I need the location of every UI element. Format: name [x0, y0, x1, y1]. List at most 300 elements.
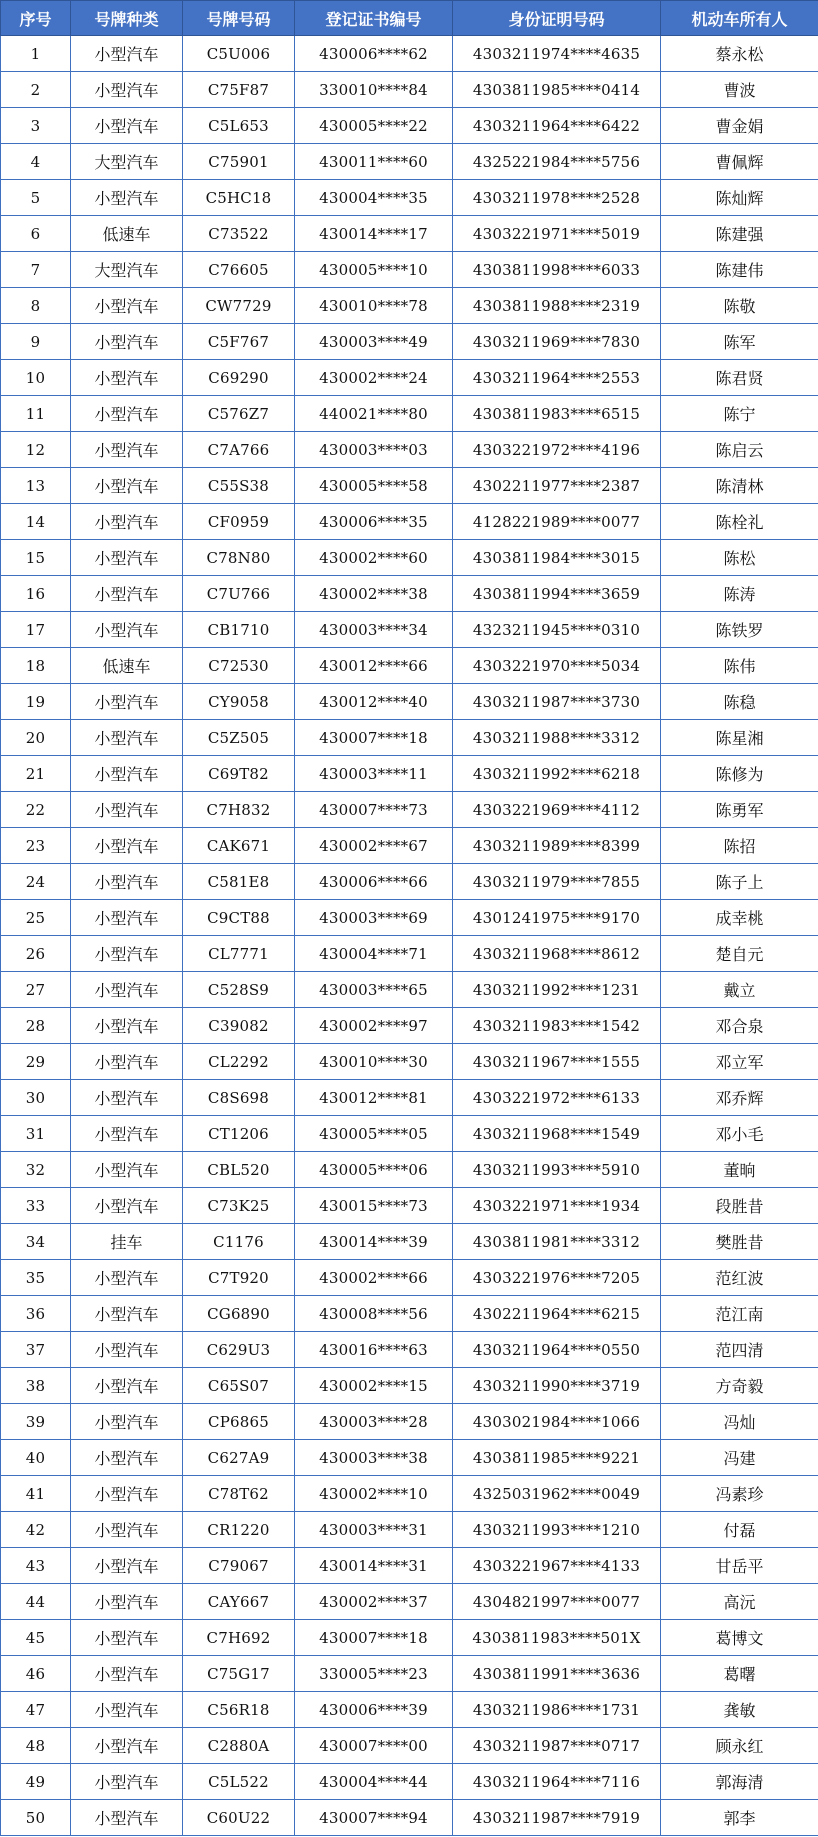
plate-type-cell: 小型汽车 [71, 1476, 183, 1512]
table-row [1, 216, 818, 252]
plate-type-cell: 小型汽车 [71, 1800, 183, 1836]
table-row [1, 504, 818, 540]
table-row [1, 684, 818, 720]
serial-number-cell: 2 [1, 72, 71, 108]
registration-certificate-cell: 430007****00 [295, 1728, 453, 1764]
serial-number-cell: 15 [1, 540, 71, 576]
serial-number-cell: 38 [1, 1368, 71, 1404]
table-row [1, 1080, 818, 1116]
serial-number-cell: 39 [1, 1404, 71, 1440]
id-number-cell: 4303811985****9221 [453, 1440, 661, 1476]
registration-certificate-cell: 430015****73 [295, 1188, 453, 1224]
plate-type-cell: 小型汽车 [71, 1584, 183, 1620]
id-number-cell: 4303211979****7855 [453, 864, 661, 900]
plate-number-cell: C76605 [183, 252, 295, 288]
id-number-cell: 4303221971****5019 [453, 216, 661, 252]
table-row [1, 756, 818, 792]
owner-name-cell: 葛曙 [661, 1656, 818, 1692]
serial-number-cell: 17 [1, 612, 71, 648]
registration-certificate-cell: 430002****15 [295, 1368, 453, 1404]
plate-type-cell: 小型汽车 [71, 108, 183, 144]
owner-name-cell: 陈清林 [661, 468, 818, 504]
plate-number-cell: CL7771 [183, 936, 295, 972]
owner-name-cell: 范红波 [661, 1260, 818, 1296]
owner-name-cell: 陈伟 [661, 648, 818, 684]
table-row [1, 1620, 818, 1656]
table-row [1, 1260, 818, 1296]
owner-name-cell: 陈君贤 [661, 360, 818, 396]
id-number-cell: 4303811981****3312 [453, 1224, 661, 1260]
serial-number-cell: 31 [1, 1116, 71, 1152]
plate-type-cell: 小型汽车 [71, 180, 183, 216]
plate-number-cell: C528S9 [183, 972, 295, 1008]
registration-certificate-cell: 430007****18 [295, 1620, 453, 1656]
table-row [1, 612, 818, 648]
plate-number-cell: CF0959 [183, 504, 295, 540]
serial-number-cell: 21 [1, 756, 71, 792]
registration-certificate-cell: 430006****66 [295, 864, 453, 900]
plate-number-cell: C9CT88 [183, 900, 295, 936]
serial-number-cell: 33 [1, 1188, 71, 1224]
serial-number-cell: 49 [1, 1764, 71, 1800]
plate-number-cell: CBL520 [183, 1152, 295, 1188]
table-row [1, 1332, 818, 1368]
serial-number-cell: 7 [1, 252, 71, 288]
table-row [1, 1584, 818, 1620]
owner-name-cell: 蔡永松 [661, 36, 818, 72]
id-number-cell: 4302211977****2387 [453, 468, 661, 504]
plate-number-cell: CP6865 [183, 1404, 295, 1440]
id-number-cell: 4303211987****7919 [453, 1800, 661, 1836]
plate-type-cell: 小型汽车 [71, 468, 183, 504]
registration-certificate-cell: 430010****30 [295, 1044, 453, 1080]
serial-number-cell: 45 [1, 1620, 71, 1656]
registration-certificate-cell: 430014****31 [295, 1548, 453, 1584]
id-number-cell: 4303811985****0414 [453, 72, 661, 108]
registration-certificate-cell: 430016****63 [295, 1332, 453, 1368]
owner-name-cell: 邓立军 [661, 1044, 818, 1080]
owner-name-cell: 冯灿 [661, 1404, 818, 1440]
plate-number-cell: C8S698 [183, 1080, 295, 1116]
table-row [1, 396, 818, 432]
plate-number-cell: C7U766 [183, 576, 295, 612]
plate-type-cell: 小型汽车 [71, 1692, 183, 1728]
owner-name-cell: 郭李 [661, 1800, 818, 1836]
serial-number-cell: 29 [1, 1044, 71, 1080]
id-number-cell: 4303211987****3730 [453, 684, 661, 720]
id-number-cell: 4303211993****1210 [453, 1512, 661, 1548]
id-number-cell: 4323211945****0310 [453, 612, 661, 648]
plate-number-cell: C581E8 [183, 864, 295, 900]
id-number-cell: 4303221976****7205 [453, 1260, 661, 1296]
plate-number-cell: C7A766 [183, 432, 295, 468]
plate-type-cell: 小型汽车 [71, 1008, 183, 1044]
table-row [1, 1044, 818, 1080]
owner-name-cell: 楚自元 [661, 936, 818, 972]
registration-certificate-cell: 430002****37 [295, 1584, 453, 1620]
serial-number-cell: 19 [1, 684, 71, 720]
plate-type-cell: 小型汽车 [71, 972, 183, 1008]
registration-certificate-cell: 430003****28 [295, 1404, 453, 1440]
plate-number-cell: C7T920 [183, 1260, 295, 1296]
registration-certificate-cell: 430010****78 [295, 288, 453, 324]
serial-number-cell: 35 [1, 1260, 71, 1296]
plate-type-cell: 小型汽车 [71, 792, 183, 828]
owner-name-cell: 付磊 [661, 1512, 818, 1548]
plate-number-cell: C75901 [183, 144, 295, 180]
id-number-cell: 4303811983****6515 [453, 396, 661, 432]
registration-certificate-cell: 430006****35 [295, 504, 453, 540]
serial-number-cell: 20 [1, 720, 71, 756]
serial-number-cell: 5 [1, 180, 71, 216]
plate-type-cell: 小型汽车 [71, 1440, 183, 1476]
plate-number-cell: CB1710 [183, 612, 295, 648]
registration-certificate-cell: 430004****44 [295, 1764, 453, 1800]
plate-number-cell: CL2292 [183, 1044, 295, 1080]
table-row [1, 1548, 818, 1584]
serial-number-cell: 40 [1, 1440, 71, 1476]
plate-type-cell: 小型汽车 [71, 1620, 183, 1656]
owner-name-cell: 陈招 [661, 828, 818, 864]
registration-certificate-cell: 430003****03 [295, 432, 453, 468]
serial-number-cell: 47 [1, 1692, 71, 1728]
plate-type-cell: 小型汽车 [71, 36, 183, 72]
plate-number-cell: C5U006 [183, 36, 295, 72]
registration-certificate-cell: 430014****39 [295, 1224, 453, 1260]
plate-number-cell: CG6890 [183, 1296, 295, 1332]
owner-name-cell: 甘岳平 [661, 1548, 818, 1584]
table-row [1, 720, 818, 756]
plate-type-cell: 小型汽车 [71, 432, 183, 468]
id-number-cell: 4302211964****6215 [453, 1296, 661, 1332]
table-row [1, 1188, 818, 1224]
owner-name-cell: 高沅 [661, 1584, 818, 1620]
owner-name-cell: 陈松 [661, 540, 818, 576]
plate-type-cell: 小型汽车 [71, 720, 183, 756]
plate-type-cell: 小型汽车 [71, 1260, 183, 1296]
serial-number-cell: 27 [1, 972, 71, 1008]
registration-certificate-cell: 430004****71 [295, 936, 453, 972]
table-header [1, 1, 818, 36]
plate-type-cell: 小型汽车 [71, 1764, 183, 1800]
owner-name-cell: 陈栓礼 [661, 504, 818, 540]
registration-certificate-cell: 430006****39 [295, 1692, 453, 1728]
plate-number-cell: C39082 [183, 1008, 295, 1044]
table-row [1, 576, 818, 612]
id-number-cell: 4303211967****1555 [453, 1044, 661, 1080]
id-number-cell: 4303211987****0717 [453, 1728, 661, 1764]
registration-certificate-cell: 430003****11 [295, 756, 453, 792]
plate-number-cell: C5HC18 [183, 180, 295, 216]
registration-certificate-cell: 430012****40 [295, 684, 453, 720]
plate-number-cell: C73522 [183, 216, 295, 252]
header-plate-number: 号牌号码 [183, 1, 295, 36]
plate-number-cell: C629U3 [183, 1332, 295, 1368]
id-number-cell: 4128221989****0077 [453, 504, 661, 540]
id-number-cell: 4303211964****0550 [453, 1332, 661, 1368]
serial-number-cell: 14 [1, 504, 71, 540]
owner-name-cell: 邓合泉 [661, 1008, 818, 1044]
table-row [1, 1440, 818, 1476]
plate-number-cell: C2880A [183, 1728, 295, 1764]
id-number-cell: 4303211992****1231 [453, 972, 661, 1008]
plate-type-cell: 小型汽车 [71, 1296, 183, 1332]
registration-certificate-cell: 430014****17 [295, 216, 453, 252]
plate-number-cell: C72530 [183, 648, 295, 684]
plate-number-cell: C56R18 [183, 1692, 295, 1728]
registration-certificate-cell: 430003****34 [295, 612, 453, 648]
registration-certificate-cell: 430002****60 [295, 540, 453, 576]
plate-number-cell: C69290 [183, 360, 295, 396]
plate-number-cell: C55S38 [183, 468, 295, 504]
owner-name-cell: 陈启云 [661, 432, 818, 468]
table-row [1, 1296, 818, 1332]
serial-number-cell: 26 [1, 936, 71, 972]
registration-certificate-cell: 430007****73 [295, 792, 453, 828]
plate-number-cell: C5L522 [183, 1764, 295, 1800]
owner-name-cell: 范江南 [661, 1296, 818, 1332]
id-number-cell: 4303221967****4133 [453, 1548, 661, 1584]
id-number-cell: 4303211964****7116 [453, 1764, 661, 1800]
registration-certificate-cell: 430003****65 [295, 972, 453, 1008]
owner-name-cell: 陈建强 [661, 216, 818, 252]
registration-certificate-cell: 430011****60 [295, 144, 453, 180]
registration-certificate-cell: 430007****94 [295, 1800, 453, 1836]
serial-number-cell: 24 [1, 864, 71, 900]
header-id-number: 身份证明号码 [453, 1, 661, 36]
table-row [1, 180, 818, 216]
plate-number-cell: C75F87 [183, 72, 295, 108]
table-row [1, 1692, 818, 1728]
plate-number-cell: C7H832 [183, 792, 295, 828]
id-number-cell: 4303811998****6033 [453, 252, 661, 288]
serial-number-cell: 8 [1, 288, 71, 324]
owner-name-cell: 陈修为 [661, 756, 818, 792]
plate-type-cell: 小型汽车 [71, 360, 183, 396]
plate-type-cell: 低速车 [71, 216, 183, 252]
id-number-cell: 4325221984****5756 [453, 144, 661, 180]
id-number-cell: 4303021984****1066 [453, 1404, 661, 1440]
id-number-cell: 4303211989****8399 [453, 828, 661, 864]
registration-certificate-cell: 430008****56 [295, 1296, 453, 1332]
owner-name-cell: 邓乔辉 [661, 1080, 818, 1116]
owner-name-cell: 陈建伟 [661, 252, 818, 288]
plate-number-cell: CAK671 [183, 828, 295, 864]
plate-type-cell: 小型汽车 [71, 576, 183, 612]
owner-name-cell: 顾永红 [661, 1728, 818, 1764]
registration-certificate-cell: 430002****97 [295, 1008, 453, 1044]
plate-number-cell: C79067 [183, 1548, 295, 1584]
owner-name-cell: 方奇毅 [661, 1368, 818, 1404]
registration-certificate-cell: 430005****22 [295, 108, 453, 144]
id-number-cell: 4303811994****3659 [453, 576, 661, 612]
table-row [1, 324, 818, 360]
plate-number-cell: C5F767 [183, 324, 295, 360]
id-number-cell: 4303211990****3719 [453, 1368, 661, 1404]
plate-type-cell: 小型汽车 [71, 1044, 183, 1080]
plate-type-cell: 小型汽车 [71, 72, 183, 108]
table-row [1, 1476, 818, 1512]
plate-number-cell: C576Z7 [183, 396, 295, 432]
plate-number-cell: CR1220 [183, 1512, 295, 1548]
plate-type-cell: 小型汽车 [71, 1512, 183, 1548]
table-row [1, 1800, 818, 1836]
id-number-cell: 4303211983****1542 [453, 1008, 661, 1044]
serial-number-cell: 11 [1, 396, 71, 432]
table-row [1, 1116, 818, 1152]
owner-name-cell: 曹佩辉 [661, 144, 818, 180]
header-vehicle-owner: 机动车所有人 [661, 1, 818, 36]
plate-number-cell: CY9058 [183, 684, 295, 720]
plate-type-cell: 小型汽车 [71, 828, 183, 864]
owner-name-cell: 葛博文 [661, 1620, 818, 1656]
table-row [1, 1008, 818, 1044]
table-row [1, 1224, 818, 1260]
table-row [1, 1764, 818, 1800]
registration-certificate-cell: 330005****23 [295, 1656, 453, 1692]
serial-number-cell: 25 [1, 900, 71, 936]
registration-certificate-cell: 430012****66 [295, 648, 453, 684]
id-number-cell: 4303211974****4635 [453, 36, 661, 72]
plate-number-cell: CAY667 [183, 1584, 295, 1620]
table-row [1, 1656, 818, 1692]
registration-certificate-cell: 430002****66 [295, 1260, 453, 1296]
id-number-cell: 4303211978****2528 [453, 180, 661, 216]
table-row [1, 72, 818, 108]
header-plate-type: 号牌种类 [71, 1, 183, 36]
plate-type-cell: 低速车 [71, 648, 183, 684]
plate-type-cell: 小型汽车 [71, 1368, 183, 1404]
table-row [1, 1728, 818, 1764]
owner-name-cell: 陈宁 [661, 396, 818, 432]
table-row [1, 432, 818, 468]
registration-certificate-cell: 430002****10 [295, 1476, 453, 1512]
registration-certificate-cell: 430005****05 [295, 1116, 453, 1152]
serial-number-cell: 36 [1, 1296, 71, 1332]
serial-number-cell: 3 [1, 108, 71, 144]
plate-type-cell: 小型汽车 [71, 1080, 183, 1116]
registration-certificate-cell: 430005****58 [295, 468, 453, 504]
serial-number-cell: 32 [1, 1152, 71, 1188]
registration-certificate-cell: 430003****38 [295, 1440, 453, 1476]
id-number-cell: 4303221970****5034 [453, 648, 661, 684]
serial-number-cell: 6 [1, 216, 71, 252]
plate-type-cell: 小型汽车 [71, 1332, 183, 1368]
registration-certificate-cell: 430002****24 [295, 360, 453, 396]
table-row [1, 936, 818, 972]
serial-number-cell: 41 [1, 1476, 71, 1512]
plate-type-cell: 小型汽车 [71, 612, 183, 648]
plate-type-cell: 小型汽车 [71, 396, 183, 432]
registration-certificate-cell: 430002****67 [295, 828, 453, 864]
serial-number-cell: 16 [1, 576, 71, 612]
plate-number-cell: C78T62 [183, 1476, 295, 1512]
table-row [1, 36, 818, 72]
serial-number-cell: 50 [1, 1800, 71, 1836]
table-row [1, 360, 818, 396]
id-number-cell: 4303811984****3015 [453, 540, 661, 576]
owner-name-cell: 龚敏 [661, 1692, 818, 1728]
serial-number-cell: 12 [1, 432, 71, 468]
table-row [1, 864, 818, 900]
plate-type-cell: 大型汽车 [71, 144, 183, 180]
table-row [1, 900, 818, 936]
id-number-cell: 4303811991****3636 [453, 1656, 661, 1692]
owner-name-cell: 段胜昔 [661, 1188, 818, 1224]
id-number-cell: 4303221972****4196 [453, 432, 661, 468]
plate-type-cell: 小型汽车 [71, 864, 183, 900]
serial-number-cell: 46 [1, 1656, 71, 1692]
table-row [1, 108, 818, 144]
plate-number-cell: C73K25 [183, 1188, 295, 1224]
serial-number-cell: 28 [1, 1008, 71, 1044]
plate-number-cell: C65S07 [183, 1368, 295, 1404]
plate-number-cell: C7H692 [183, 1620, 295, 1656]
plate-type-cell: 小型汽车 [71, 1116, 183, 1152]
owner-name-cell: 冯建 [661, 1440, 818, 1476]
plate-type-cell: 大型汽车 [71, 252, 183, 288]
serial-number-cell: 4 [1, 144, 71, 180]
id-number-cell: 4303211968****1549 [453, 1116, 661, 1152]
owner-name-cell: 董晌 [661, 1152, 818, 1188]
registration-certificate-cell: 430003****31 [295, 1512, 453, 1548]
owner-name-cell: 陈稳 [661, 684, 818, 720]
plate-type-cell: 小型汽车 [71, 1152, 183, 1188]
plate-number-cell: C5Z505 [183, 720, 295, 756]
registration-certificate-cell: 430003****49 [295, 324, 453, 360]
serial-number-cell: 1 [1, 36, 71, 72]
plate-number-cell: C60U22 [183, 1800, 295, 1836]
table-row [1, 972, 818, 1008]
plate-type-cell: 小型汽车 [71, 684, 183, 720]
serial-number-cell: 43 [1, 1548, 71, 1584]
owner-name-cell: 陈星湘 [661, 720, 818, 756]
owner-name-cell: 樊胜昔 [661, 1224, 818, 1260]
table-row [1, 468, 818, 504]
plate-number-cell: C78N80 [183, 540, 295, 576]
serial-number-cell: 37 [1, 1332, 71, 1368]
owner-name-cell: 邓小毛 [661, 1116, 818, 1152]
registration-certificate-cell: 430005****06 [295, 1152, 453, 1188]
table-row [1, 144, 818, 180]
registration-certificate-cell: 430002****38 [295, 576, 453, 612]
id-number-cell: 4303221972****6133 [453, 1080, 661, 1116]
id-number-cell: 4303811988****2319 [453, 288, 661, 324]
table-row [1, 1152, 818, 1188]
plate-number-cell: CW7729 [183, 288, 295, 324]
table-row [1, 288, 818, 324]
plate-number-cell: C627A9 [183, 1440, 295, 1476]
plate-number-cell: C5L653 [183, 108, 295, 144]
serial-number-cell: 30 [1, 1080, 71, 1116]
owner-name-cell: 陈敬 [661, 288, 818, 324]
plate-type-cell: 小型汽车 [71, 756, 183, 792]
serial-number-cell: 23 [1, 828, 71, 864]
id-number-cell: 4303221969****4112 [453, 792, 661, 828]
plate-type-cell: 小型汽车 [71, 540, 183, 576]
plate-number-cell: C75G17 [183, 1656, 295, 1692]
header-serial-number: 序号 [1, 1, 71, 36]
registration-certificate-cell: 430003****69 [295, 900, 453, 936]
plate-type-cell: 小型汽车 [71, 900, 183, 936]
owner-name-cell: 陈子上 [661, 864, 818, 900]
registration-certificate-cell: 430004****35 [295, 180, 453, 216]
registration-certificate-cell: 430012****81 [295, 1080, 453, 1116]
id-number-cell: 4303211993****5910 [453, 1152, 661, 1188]
registration-certificate-cell: 440021****80 [295, 396, 453, 432]
owner-name-cell: 郭海清 [661, 1764, 818, 1800]
serial-number-cell: 44 [1, 1584, 71, 1620]
